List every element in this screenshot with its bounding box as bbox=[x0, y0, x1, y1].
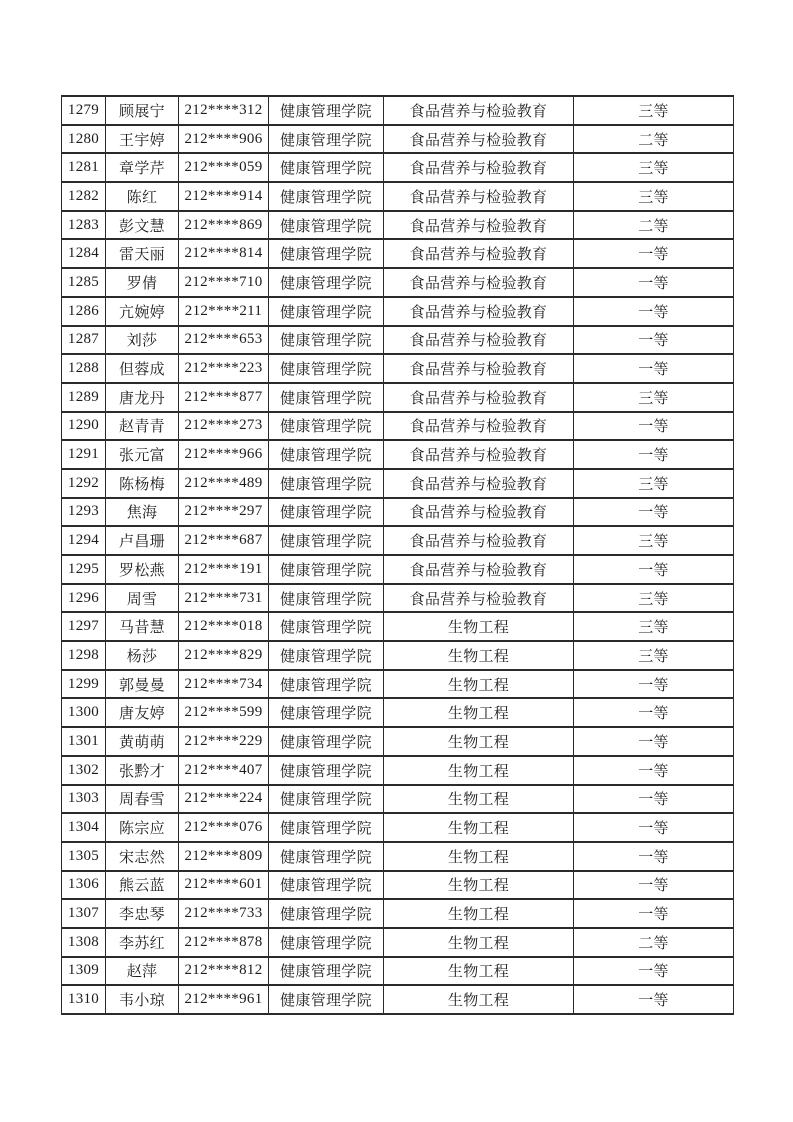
cell-name: 赵萍 bbox=[106, 957, 179, 986]
cell-name: 韦小琼 bbox=[106, 985, 179, 1014]
cell-name: 刘莎 bbox=[106, 326, 179, 355]
cell-major: 食品营养与检验教育 bbox=[384, 297, 574, 326]
cell-major: 生物工程 bbox=[384, 985, 574, 1014]
cell-award: 三等 bbox=[574, 153, 734, 182]
cell-student-id: 212****814 bbox=[179, 239, 269, 268]
cell-award: 一等 bbox=[574, 297, 734, 326]
cell-index: 1305 bbox=[62, 842, 106, 871]
cell-major: 生物工程 bbox=[384, 698, 574, 727]
cell-award: 一等 bbox=[574, 899, 734, 928]
cell-college: 健康管理学院 bbox=[269, 354, 384, 383]
cell-index: 1282 bbox=[62, 182, 106, 211]
cell-college: 健康管理学院 bbox=[269, 383, 384, 412]
cell-index: 1297 bbox=[62, 612, 106, 641]
cell-major: 生物工程 bbox=[384, 785, 574, 814]
cell-student-id: 212****829 bbox=[179, 641, 269, 670]
cell-major: 食品营养与检验教育 bbox=[384, 153, 574, 182]
cell-index: 1289 bbox=[62, 383, 106, 412]
cell-name: 亢婉婷 bbox=[106, 297, 179, 326]
cell-major: 生物工程 bbox=[384, 670, 574, 699]
cell-name: 张黔才 bbox=[106, 756, 179, 785]
cell-college: 健康管理学院 bbox=[269, 785, 384, 814]
cell-name: 陈红 bbox=[106, 182, 179, 211]
cell-major: 食品营养与检验教育 bbox=[384, 96, 574, 125]
table-row bbox=[62, 326, 734, 355]
cell-index: 1280 bbox=[62, 125, 106, 154]
cell-index: 1300 bbox=[62, 698, 106, 727]
table-row bbox=[62, 584, 734, 613]
table-row bbox=[62, 785, 734, 814]
cell-student-id: 212****687 bbox=[179, 526, 269, 555]
cell-award: 二等 bbox=[574, 125, 734, 154]
cell-college: 健康管理学院 bbox=[269, 268, 384, 297]
cell-college: 健康管理学院 bbox=[269, 813, 384, 842]
cell-student-id: 212****869 bbox=[179, 211, 269, 240]
cell-college: 健康管理学院 bbox=[269, 871, 384, 900]
cell-name: 彭文慧 bbox=[106, 211, 179, 240]
cell-major: 生物工程 bbox=[384, 899, 574, 928]
cell-award: 三等 bbox=[574, 96, 734, 125]
table-row bbox=[62, 670, 734, 699]
cell-award: 一等 bbox=[574, 842, 734, 871]
cell-major: 生物工程 bbox=[384, 928, 574, 957]
cell-index: 1306 bbox=[62, 871, 106, 900]
cell-name: 焦海 bbox=[106, 498, 179, 527]
cell-index: 1294 bbox=[62, 526, 106, 555]
cell-award: 一等 bbox=[574, 957, 734, 986]
cell-student-id: 212****211 bbox=[179, 297, 269, 326]
table-row bbox=[62, 125, 734, 154]
cell-award: 一等 bbox=[574, 670, 734, 699]
cell-major: 生物工程 bbox=[384, 727, 574, 756]
cell-index: 1308 bbox=[62, 928, 106, 957]
cell-award: 一等 bbox=[574, 698, 734, 727]
cell-index: 1309 bbox=[62, 957, 106, 986]
cell-student-id: 212****961 bbox=[179, 985, 269, 1014]
cell-college: 健康管理学院 bbox=[269, 612, 384, 641]
cell-student-id: 212****599 bbox=[179, 698, 269, 727]
cell-index: 1301 bbox=[62, 727, 106, 756]
cell-name: 李忠琴 bbox=[106, 899, 179, 928]
cell-index: 1288 bbox=[62, 354, 106, 383]
cell-name: 罗倩 bbox=[106, 268, 179, 297]
cell-major: 食品营养与检验教育 bbox=[384, 239, 574, 268]
cell-name: 宋志然 bbox=[106, 842, 179, 871]
cell-college: 健康管理学院 bbox=[269, 211, 384, 240]
cell-college: 健康管理学院 bbox=[269, 182, 384, 211]
cell-name: 卢昌珊 bbox=[106, 526, 179, 555]
cell-index: 1281 bbox=[62, 153, 106, 182]
cell-award: 三等 bbox=[574, 584, 734, 613]
cell-award: 一等 bbox=[574, 498, 734, 527]
cell-major: 食品营养与检验教育 bbox=[384, 498, 574, 527]
cell-major: 生物工程 bbox=[384, 641, 574, 670]
cell-major: 食品营养与检验教育 bbox=[384, 182, 574, 211]
cell-award: 一等 bbox=[574, 326, 734, 355]
table-row bbox=[62, 526, 734, 555]
table-row bbox=[62, 871, 734, 900]
cell-name: 但蓉成 bbox=[106, 354, 179, 383]
cell-award: 三等 bbox=[574, 526, 734, 555]
cell-award: 一等 bbox=[574, 727, 734, 756]
cell-name: 张元富 bbox=[106, 440, 179, 469]
cell-name: 章学芹 bbox=[106, 153, 179, 182]
cell-award: 一等 bbox=[574, 354, 734, 383]
cell-name: 周春雪 bbox=[106, 785, 179, 814]
cell-index: 1285 bbox=[62, 268, 106, 297]
cell-college: 健康管理学院 bbox=[269, 641, 384, 670]
cell-award: 三等 bbox=[574, 469, 734, 498]
table-row bbox=[62, 842, 734, 871]
cell-award: 一等 bbox=[574, 871, 734, 900]
cell-name: 杨莎 bbox=[106, 641, 179, 670]
cell-name: 顾展宁 bbox=[106, 96, 179, 125]
table-row bbox=[62, 383, 734, 412]
cell-major: 食品营养与检验教育 bbox=[384, 383, 574, 412]
table-row bbox=[62, 440, 734, 469]
cell-index: 1287 bbox=[62, 326, 106, 355]
table-row bbox=[62, 297, 734, 326]
cell-student-id: 212****734 bbox=[179, 670, 269, 699]
cell-student-id: 212****812 bbox=[179, 957, 269, 986]
cell-name: 黄萌萌 bbox=[106, 727, 179, 756]
cell-major: 食品营养与检验教育 bbox=[384, 526, 574, 555]
cell-student-id: 212****297 bbox=[179, 498, 269, 527]
cell-college: 健康管理学院 bbox=[269, 698, 384, 727]
cell-college: 健康管理学院 bbox=[269, 928, 384, 957]
cell-award: 一等 bbox=[574, 756, 734, 785]
table-row bbox=[62, 756, 734, 785]
cell-name: 王宇婷 bbox=[106, 125, 179, 154]
table-row bbox=[62, 268, 734, 297]
cell-name: 陈宗应 bbox=[106, 813, 179, 842]
cell-student-id: 212****191 bbox=[179, 555, 269, 584]
cell-major: 食品营养与检验教育 bbox=[384, 268, 574, 297]
cell-award: 一等 bbox=[574, 268, 734, 297]
table-row bbox=[62, 412, 734, 441]
cell-college: 健康管理学院 bbox=[269, 756, 384, 785]
cell-award: 一等 bbox=[574, 239, 734, 268]
cell-award: 二等 bbox=[574, 211, 734, 240]
table-row bbox=[62, 498, 734, 527]
cell-index: 1290 bbox=[62, 412, 106, 441]
cell-name: 郭曼曼 bbox=[106, 670, 179, 699]
cell-college: 健康管理学院 bbox=[269, 526, 384, 555]
cell-college: 健康管理学院 bbox=[269, 96, 384, 125]
cell-index: 1284 bbox=[62, 239, 106, 268]
cell-college: 健康管理学院 bbox=[269, 584, 384, 613]
cell-index: 1292 bbox=[62, 469, 106, 498]
cell-college: 健康管理学院 bbox=[269, 469, 384, 498]
cell-college: 健康管理学院 bbox=[269, 899, 384, 928]
cell-college: 健康管理学院 bbox=[269, 727, 384, 756]
cell-student-id: 212****229 bbox=[179, 727, 269, 756]
table-row bbox=[62, 985, 734, 1014]
cell-major: 食品营养与检验教育 bbox=[384, 211, 574, 240]
table-row bbox=[62, 354, 734, 383]
cell-college: 健康管理学院 bbox=[269, 326, 384, 355]
cell-college: 健康管理学院 bbox=[269, 297, 384, 326]
cell-name: 陈杨梅 bbox=[106, 469, 179, 498]
cell-student-id: 212****914 bbox=[179, 182, 269, 211]
cell-name: 赵青青 bbox=[106, 412, 179, 441]
cell-award: 一等 bbox=[574, 985, 734, 1014]
cell-student-id: 212****273 bbox=[179, 412, 269, 441]
cell-student-id: 212****312 bbox=[179, 96, 269, 125]
cell-student-id: 212****710 bbox=[179, 268, 269, 297]
table-row bbox=[62, 899, 734, 928]
table-row bbox=[62, 96, 734, 125]
cell-award: 三等 bbox=[574, 612, 734, 641]
cell-college: 健康管理学院 bbox=[269, 153, 384, 182]
cell-student-id: 212****906 bbox=[179, 125, 269, 154]
cell-college: 健康管理学院 bbox=[269, 440, 384, 469]
cell-award: 三等 bbox=[574, 641, 734, 670]
cell-index: 1283 bbox=[62, 211, 106, 240]
cell-college: 健康管理学院 bbox=[269, 555, 384, 584]
cell-major: 食品营养与检验教育 bbox=[384, 555, 574, 584]
cell-student-id: 212****878 bbox=[179, 928, 269, 957]
table-row bbox=[62, 727, 734, 756]
cell-name: 周雪 bbox=[106, 584, 179, 613]
cell-major: 生物工程 bbox=[384, 871, 574, 900]
cell-name: 唐友婷 bbox=[106, 698, 179, 727]
cell-student-id: 212****966 bbox=[179, 440, 269, 469]
cell-major: 食品营养与检验教育 bbox=[384, 469, 574, 498]
table-row bbox=[62, 182, 734, 211]
table-row bbox=[62, 469, 734, 498]
cell-major: 食品营养与检验教育 bbox=[384, 584, 574, 613]
cell-student-id: 212****018 bbox=[179, 612, 269, 641]
cell-award: 一等 bbox=[574, 440, 734, 469]
cell-college: 健康管理学院 bbox=[269, 239, 384, 268]
cell-name: 李苏红 bbox=[106, 928, 179, 957]
cell-index: 1291 bbox=[62, 440, 106, 469]
cell-name: 唐龙丹 bbox=[106, 383, 179, 412]
cell-index: 1302 bbox=[62, 756, 106, 785]
table-row bbox=[62, 153, 734, 182]
cell-award: 三等 bbox=[574, 383, 734, 412]
cell-index: 1296 bbox=[62, 584, 106, 613]
cell-award: 二等 bbox=[574, 928, 734, 957]
cell-major: 生物工程 bbox=[384, 957, 574, 986]
cell-student-id: 212****653 bbox=[179, 326, 269, 355]
cell-index: 1299 bbox=[62, 670, 106, 699]
cell-student-id: 212****733 bbox=[179, 899, 269, 928]
cell-name: 雷天丽 bbox=[106, 239, 179, 268]
cell-index: 1295 bbox=[62, 555, 106, 584]
cell-college: 健康管理学院 bbox=[269, 670, 384, 699]
cell-major: 生物工程 bbox=[384, 813, 574, 842]
cell-student-id: 212****877 bbox=[179, 383, 269, 412]
cell-student-id: 212****407 bbox=[179, 756, 269, 785]
cell-award: 三等 bbox=[574, 182, 734, 211]
cell-name: 罗松燕 bbox=[106, 555, 179, 584]
awards-table bbox=[61, 95, 734, 1015]
cell-student-id: 212****601 bbox=[179, 871, 269, 900]
cell-student-id: 212****731 bbox=[179, 584, 269, 613]
table-row bbox=[62, 211, 734, 240]
table-row bbox=[62, 813, 734, 842]
cell-major: 食品营养与检验教育 bbox=[384, 412, 574, 441]
cell-major: 食品营养与检验教育 bbox=[384, 326, 574, 355]
table-row bbox=[62, 555, 734, 584]
cell-student-id: 212****489 bbox=[179, 469, 269, 498]
cell-college: 健康管理学院 bbox=[269, 412, 384, 441]
cell-award: 一等 bbox=[574, 412, 734, 441]
cell-index: 1286 bbox=[62, 297, 106, 326]
table-row bbox=[62, 641, 734, 670]
table-row bbox=[62, 957, 734, 986]
cell-award: 一等 bbox=[574, 813, 734, 842]
awards-table-body bbox=[62, 96, 734, 1014]
cell-major: 食品营养与检验教育 bbox=[384, 354, 574, 383]
cell-major: 食品营养与检验教育 bbox=[384, 440, 574, 469]
cell-major: 生物工程 bbox=[384, 756, 574, 785]
cell-college: 健康管理学院 bbox=[269, 498, 384, 527]
cell-index: 1279 bbox=[62, 96, 106, 125]
table-row bbox=[62, 698, 734, 727]
cell-student-id: 212****223 bbox=[179, 354, 269, 383]
cell-college: 健康管理学院 bbox=[269, 985, 384, 1014]
cell-student-id: 212****059 bbox=[179, 153, 269, 182]
cell-college: 健康管理学院 bbox=[269, 842, 384, 871]
table-row bbox=[62, 928, 734, 957]
cell-index: 1303 bbox=[62, 785, 106, 814]
cell-student-id: 212****224 bbox=[179, 785, 269, 814]
cell-name: 熊云蓝 bbox=[106, 871, 179, 900]
cell-student-id: 212****076 bbox=[179, 813, 269, 842]
cell-award: 一等 bbox=[574, 785, 734, 814]
cell-major: 生物工程 bbox=[384, 612, 574, 641]
cell-award: 一等 bbox=[574, 555, 734, 584]
cell-index: 1293 bbox=[62, 498, 106, 527]
cell-index: 1298 bbox=[62, 641, 106, 670]
cell-college: 健康管理学院 bbox=[269, 125, 384, 154]
table-row bbox=[62, 612, 734, 641]
cell-college: 健康管理学院 bbox=[269, 957, 384, 986]
cell-index: 1310 bbox=[62, 985, 106, 1014]
cell-major: 生物工程 bbox=[384, 842, 574, 871]
cell-major: 食品营养与检验教育 bbox=[384, 125, 574, 154]
cell-student-id: 212****809 bbox=[179, 842, 269, 871]
table-row bbox=[62, 239, 734, 268]
cell-index: 1307 bbox=[62, 899, 106, 928]
cell-index: 1304 bbox=[62, 813, 106, 842]
cell-name: 马昔慧 bbox=[106, 612, 179, 641]
